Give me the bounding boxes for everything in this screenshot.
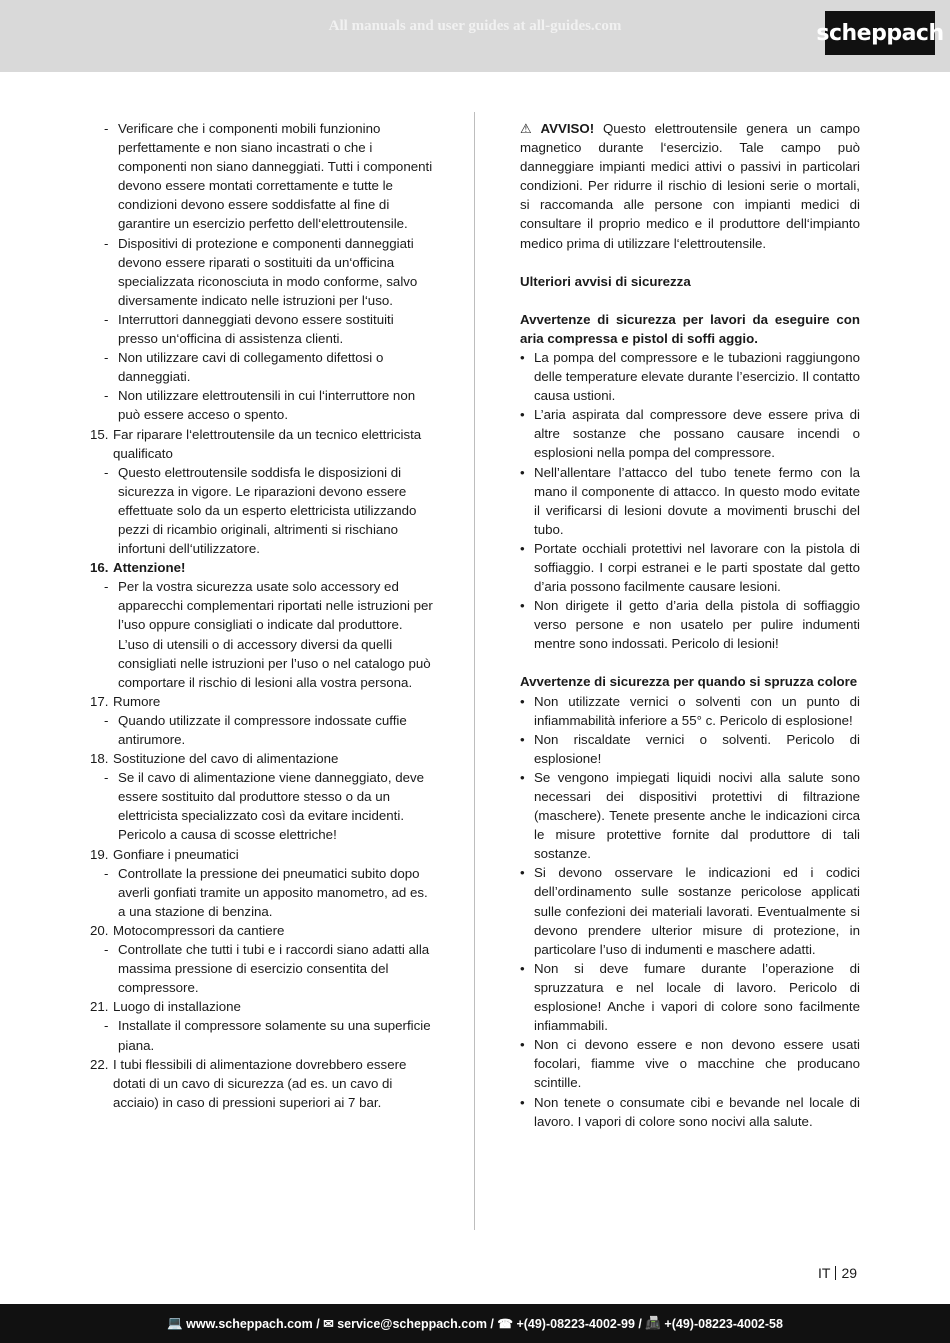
bullet-text: Portate occhiali protettivi nel lavorare con la pistola di soffiaggio. I corpi estranei e le parti spostate dal getto d’aria possono facilmente causare lesioni. [534,540,860,595]
list-marker: - [104,388,109,404]
bullet-marker: • [520,407,525,423]
bullet-item [520,959,860,1035]
dash-item [92,234,434,310]
dash-item [92,1016,434,1054]
item-text: Non utilizzare elettroutensili in cui l‘interruttore non può essere acceso o spento. [118,388,416,423]
numbered-item [92,692,434,711]
numbered-item [92,1055,434,1112]
list-marker: 17. [90,693,109,709]
bullet-item [520,596,860,653]
bullet-item [520,463,860,539]
numbered-item [92,749,434,768]
compressed-air-list [520,348,860,654]
footer-phone: +(49)-08223-4002-99 [516,1316,635,1331]
footer-contact-bar: 💻 www.scheppach.com / ✉ service@scheppach.com / ☎ +(49)-08223-4002-99 / 📠 +(49)-08223-4002-58 [0,1304,950,1343]
dash-item [92,864,434,921]
item-text: Rumore [113,693,161,709]
bullet-marker: • [520,865,525,881]
item-text: Dispositivi di protezione e componenti danneggiati devono essere riparati o sostituiti da un‘officina specializzata riconosciuta in modo conforme, salvo diversamente indicato nelle istruzioni per l‘uso. [118,235,418,308]
list-marker: - [104,579,109,595]
dash-item [92,577,434,692]
list-marker: - [104,770,109,786]
page-language: IT [818,1265,831,1281]
list-marker: 18. [90,751,109,767]
list-marker: - [104,1018,109,1034]
warning-triangle-icon: ⚠ [520,121,532,136]
bullet-marker: • [520,731,525,747]
numbered-item [92,425,434,463]
list-marker: 16. [90,560,109,576]
bullet-marker: • [520,349,525,365]
bullet-item [520,863,860,958]
bullet-text: Non utilizzate vernici o solventi con un punto di infiammabilità inferiore a 55° c. Pericolo di esplosione! [534,693,860,728]
dash-item [92,348,434,386]
bullet-marker: • [520,769,525,785]
item-text: Gonfiare i pneumatici [113,846,239,862]
bullet-text: Non ci devono essere e non devono essere usati focolari, fiamme vive o macchine che producano scintille. [534,1037,860,1091]
bullet-item [520,692,860,730]
item-text: Sostituzione del cavo di alimentazione [113,751,339,767]
list-marker: - [104,350,109,366]
bullet-item [520,539,860,596]
item-text: Interruttori danneggiati devono essere sostituiti presso un‘officina di assistenza clienti. [118,311,394,347]
item-text: I tubi flessibili di alimentazione dovrebbero essere dotati di un cavo di sicurezza (ad es. un cavo di acciaio) in caso di pressioni superiori ai 7 bar. [113,1056,407,1110]
computer-icon: 💻 [167,1316,183,1330]
left-column [92,119,434,1112]
numbered-item [92,921,434,940]
dash-item [92,386,434,424]
list-marker: - [104,712,109,728]
bullet-marker: • [520,598,525,614]
bullet-marker: • [520,1037,525,1053]
dash-item [92,310,434,348]
bullet-item [520,1035,860,1092]
item-text: Se il cavo di alimentazione viene danneggiato, deve essere sostituito dal produttore stesso o da un elettricista specializzato così da evitare incidenti. Pericolo a causa di scosse elettriche! [118,770,425,843]
item-text: Attenzione! [113,560,186,576]
item-text: Per la vostra sicurezza usate solo accessory ed apparecchi complementari riportati nelle istruzioni per l’uso oppure consigliati o indicate dal produttore. L’uso di utensili o di accessory diversi da quelli consigliati nelle istruzioni per l’uso o nel catalogo può comportare il rischio di lesioni alla vostra persona. [118,579,433,690]
scheppach-logo: scheppach [825,11,935,55]
item-text: Installate il compressore solamente su una superficie piana. [118,1018,431,1053]
list-marker: 19. [90,846,109,862]
page-number-value: 29 [841,1265,858,1281]
bullet-marker: • [520,960,525,976]
column-divider [474,112,475,1230]
warning-label: AVVISO! [540,121,595,136]
dash-item [92,119,434,234]
heading-further-warnings: Ulteriori avvisi di sicurezza [520,273,691,289]
spray-painting-list [520,692,860,1131]
dash-item [92,463,434,558]
bullet-text: L’aria aspirata dal compressore deve essere priva di altre sostanze che possano causare incendi o esplosioni nella pompa del compressore. [534,407,860,461]
list-marker: - [104,311,109,327]
dash-item [92,940,434,997]
heading-compressed-air: Avvertenze di sicurezza per lavori da eseguire con aria compressa e pistol di soffi aggio. [520,311,860,346]
bullet-text: Non si deve fumare durante l’operazione di spruzzatura e nel locale di lavoro. Pericolo di esplosione! Anche i vapori di colore sono facilmente infiammabili. [534,960,860,1034]
mail-icon: ✉ [323,1317,334,1331]
bullet-marker: • [520,1094,525,1110]
magnetic-field-warning [520,119,860,253]
list-marker: 21. [90,999,109,1015]
item-text: Controllate la pressione dei pneumatici subito dopo averli gonfiati tramite un apposito manometro, ad es. a una stazione di benzina. [118,865,428,919]
item-text: Controllate che tutti i tubi e i raccordi siano adatti alla massima pressione di esercizio consentita del compressore. [118,942,430,996]
bullet-text: La pompa del compressore e le tubazioni raggiungono delle temperature elevate durante l’esercizio. Il contatto causa ustioni. [534,349,860,404]
numbered-item [92,558,434,577]
bullet-text: Nell’allentare l’attacco del tubo tenete fermo con la mano il componente di attacco. In questo modo evitate il verificarsi di lesioni dovute a movimenti bruschi del tubo. [534,464,860,537]
list-marker: 22. [90,1056,109,1072]
bullet-text: Si devono osservare le indicazioni ed i codici dell’ordinamento sulle sostanze pericolose applicati sulle confezioni dei materiali lavorati. Eventualmente si devono prendere ulterior misure di protezione, in particolare l’uso di indumenti e maschere adatti. [534,865,860,957]
item-text: Verificare che i componenti mobili funzionino perfettamente e non siano incastrati o che i componenti non siano danneggiati. Tutti i componenti devono essere montati correttamente e tutte le condizioni devono essere soddisfatte al fine di garantire un esercizio perfetto dell‘elettroutensile. [118,121,433,232]
item-text: Quando utilizzate il compressore indossate cuffie antirumore. [118,712,407,747]
warning-text: Questo elettroutensile genera un campo magnetico durante l‘esercizio. Tale campo può danneggiare impianti medici attivi o passivi in particolari condizioni. Per ridurre il rischio di lesioni serie o mortali, si raccomanda alle persone con impianti medici di consultare il proprio medico e il produttore dell‘impianto medico prima di utilizzare l‘elettroutensile. [520,121,860,251]
bullet-text: Non riscaldate vernici o solventi. Pericolo di esplosione! [534,731,860,766]
fax-icon: 📠 [645,1316,661,1330]
numbered-item [92,997,434,1016]
footer-website[interactable]: www.scheppach.com [186,1316,313,1331]
bullet-item [520,348,860,405]
list-marker: - [104,865,109,881]
heading-spray-painting: Avvertenze di sicurezza per quando si spruzza colore [520,674,858,690]
item-text: Motocompressori da cantiere [113,922,285,938]
top-banner [0,0,950,72]
bullet-item [520,405,860,462]
bullet-item [520,730,860,768]
list-marker: 20. [90,922,109,938]
footer-fax: +(49)-08223-4002-58 [664,1316,783,1331]
list-marker: - [104,121,109,136]
dash-item [92,711,434,749]
item-text: Luogo di installazione [113,999,241,1015]
bullet-item [520,1093,860,1131]
page-number [818,1265,857,1281]
phone-icon: ☎ [497,1317,513,1331]
item-text: Non utilizzare cavi di collegamento difettosi o danneggiati. [118,350,384,385]
bullet-item [520,768,860,863]
bullet-text: Se vengono impiegati liquidi nocivi alla salute sono necessari dei dispositivi protettivi di filtrazione (maschere). Tenete presente anche le indicazioni circa le misure protettive fornite dal produttore di tali sostanze. [534,769,860,862]
list-marker: - [104,235,109,251]
item-text: Questo elettroutensile soddisfa le disposizioni di sicurezza in vigore. Le riparazioni devono essere effettuate solo da un esperto elettricista utilizzando pezzi di ricambio originali, altrimenti si rischiano infortuni dell‘utilizzatore. [118,464,417,557]
dash-item [92,768,434,844]
footer-email[interactable]: service@scheppach.com [337,1316,487,1331]
bullet-marker: • [520,693,525,709]
bullet-marker: • [520,540,525,556]
list-marker: - [104,464,109,480]
right-column [520,119,860,1131]
bullet-text: Non tenete o consumate cibi e bevande nel locale di lavoro. I vapori di colore sono nocivi alla salute. [534,1094,860,1129]
list-marker: 15. [90,426,109,442]
list-marker: - [104,942,109,958]
numbered-item [92,845,434,864]
item-text: Far riparare l‘elettroutensile da un tecnico elettricista qualificato [113,426,422,461]
watermark-text: All manuals and user guides at all-guides.com [328,18,622,34]
bullet-text: Non dirigete il getto d’aria della pistola di soffiaggio verso persone e non usatelo per pulire indumenti mentre sono indossati. Pericolo di lesioni! [534,598,860,652]
bullet-marker: • [520,464,525,480]
